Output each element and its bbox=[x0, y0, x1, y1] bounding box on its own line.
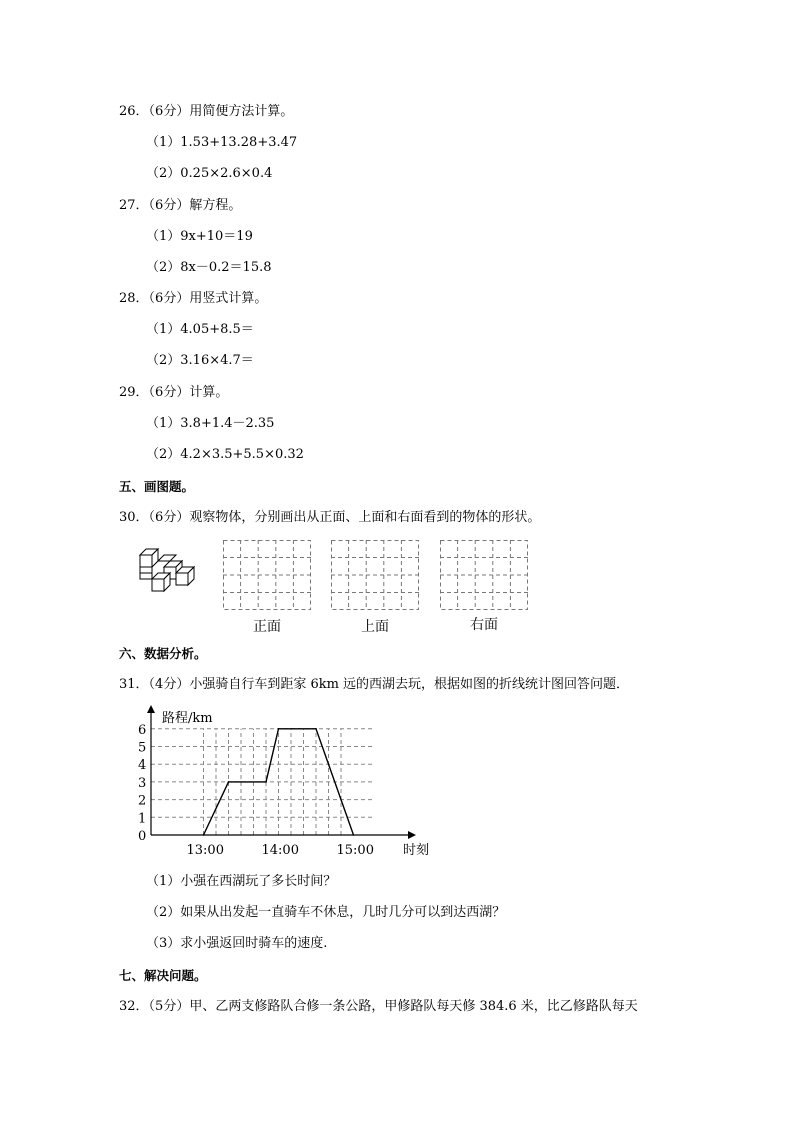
q27-part2: （2）8x－0.2＝15.8 bbox=[146, 260, 272, 275]
q31-part3: （3）求小强返回时骑车的速度. bbox=[146, 936, 328, 951]
distance-time-chart bbox=[130, 705, 440, 860]
data-point bbox=[315, 728, 317, 730]
q28-heading: 28．（6分）用竖式计算。 bbox=[119, 291, 268, 306]
x-axis-arrow bbox=[408, 831, 416, 839]
grid-front[interactable] bbox=[223, 540, 311, 610]
data-point bbox=[228, 781, 230, 783]
y-tick-label: 3 bbox=[138, 775, 147, 791]
data-point bbox=[353, 834, 355, 836]
grid-top[interactable] bbox=[331, 540, 419, 610]
y-tick-label: 5 bbox=[138, 740, 147, 756]
q28-part2: （2）3.16×4.7＝ bbox=[146, 353, 254, 368]
q29-part2: （2）4.2×3.5+5.5×0.32 bbox=[146, 447, 304, 462]
q29-heading: 29．（6分）计算。 bbox=[119, 385, 229, 400]
y-axis-label: 路程/km bbox=[162, 711, 213, 726]
section-6-heading: 六、数据分析。 bbox=[119, 646, 207, 661]
q31-part1: （1）小强在西湖玩了多长时间？ bbox=[146, 874, 337, 889]
grid-right[interactable] bbox=[440, 540, 528, 610]
q31-part2: （2）如果从出发起一直骑车不休息，几时几分可以到达西湖？ bbox=[146, 905, 506, 920]
section-7-heading: 七、解决问题。 bbox=[119, 968, 207, 983]
y-tick-label: 0 bbox=[138, 829, 147, 844]
data-point bbox=[278, 728, 280, 730]
q30-heading: 30．（6分）观察物体，分别画出从正面、上面和右面看到的物体的形状。 bbox=[119, 510, 541, 525]
data-point bbox=[265, 781, 267, 783]
y-tick-label: 2 bbox=[138, 793, 147, 809]
y-tick-label: 1 bbox=[138, 811, 147, 827]
y-axis-arrow bbox=[147, 705, 155, 713]
q26-part2: （2）0.25×2.6×0.4 bbox=[146, 166, 273, 181]
cube-figure bbox=[135, 545, 215, 605]
x-tick-label: 13:00 bbox=[186, 843, 224, 858]
q27-heading: 27．（6分）解方程。 bbox=[119, 198, 242, 213]
data-point bbox=[203, 834, 205, 836]
y-tick-label: 6 bbox=[138, 722, 147, 738]
label-right: 右面 bbox=[470, 617, 498, 633]
q29-part1: （1）3.8+1.4－2.35 bbox=[146, 416, 275, 431]
q32-heading: 32．（5分）甲、乙两支修路队合修一条公路，甲修路队每天修 384.6 米，比乙修路队每天 bbox=[119, 999, 638, 1014]
q27-part1: （1）9x+10＝19 bbox=[146, 229, 253, 244]
section-5-heading: 五、画图题。 bbox=[119, 479, 195, 494]
x-axis-label: 时刻 bbox=[403, 843, 430, 858]
label-front: 正面 bbox=[253, 619, 281, 635]
y-tick-label: 4 bbox=[138, 758, 147, 774]
q26-heading: 26．（6分）用简便方法计算。 bbox=[119, 104, 294, 119]
label-top: 上面 bbox=[361, 619, 389, 635]
chart-ticks bbox=[138, 723, 374, 858]
q26-part1: （1）1.53+13.28+3.47 bbox=[146, 135, 298, 150]
x-tick-label: 14:00 bbox=[261, 843, 299, 858]
q28-part1: （1）4.05+8.5＝ bbox=[146, 322, 254, 337]
x-tick-label: 15:00 bbox=[336, 843, 374, 858]
q31-heading: 31．（4分）小强骑自行车到距家 6km 远的西湖去玩，根据如图的折线统计图回答问题． bbox=[119, 677, 630, 692]
